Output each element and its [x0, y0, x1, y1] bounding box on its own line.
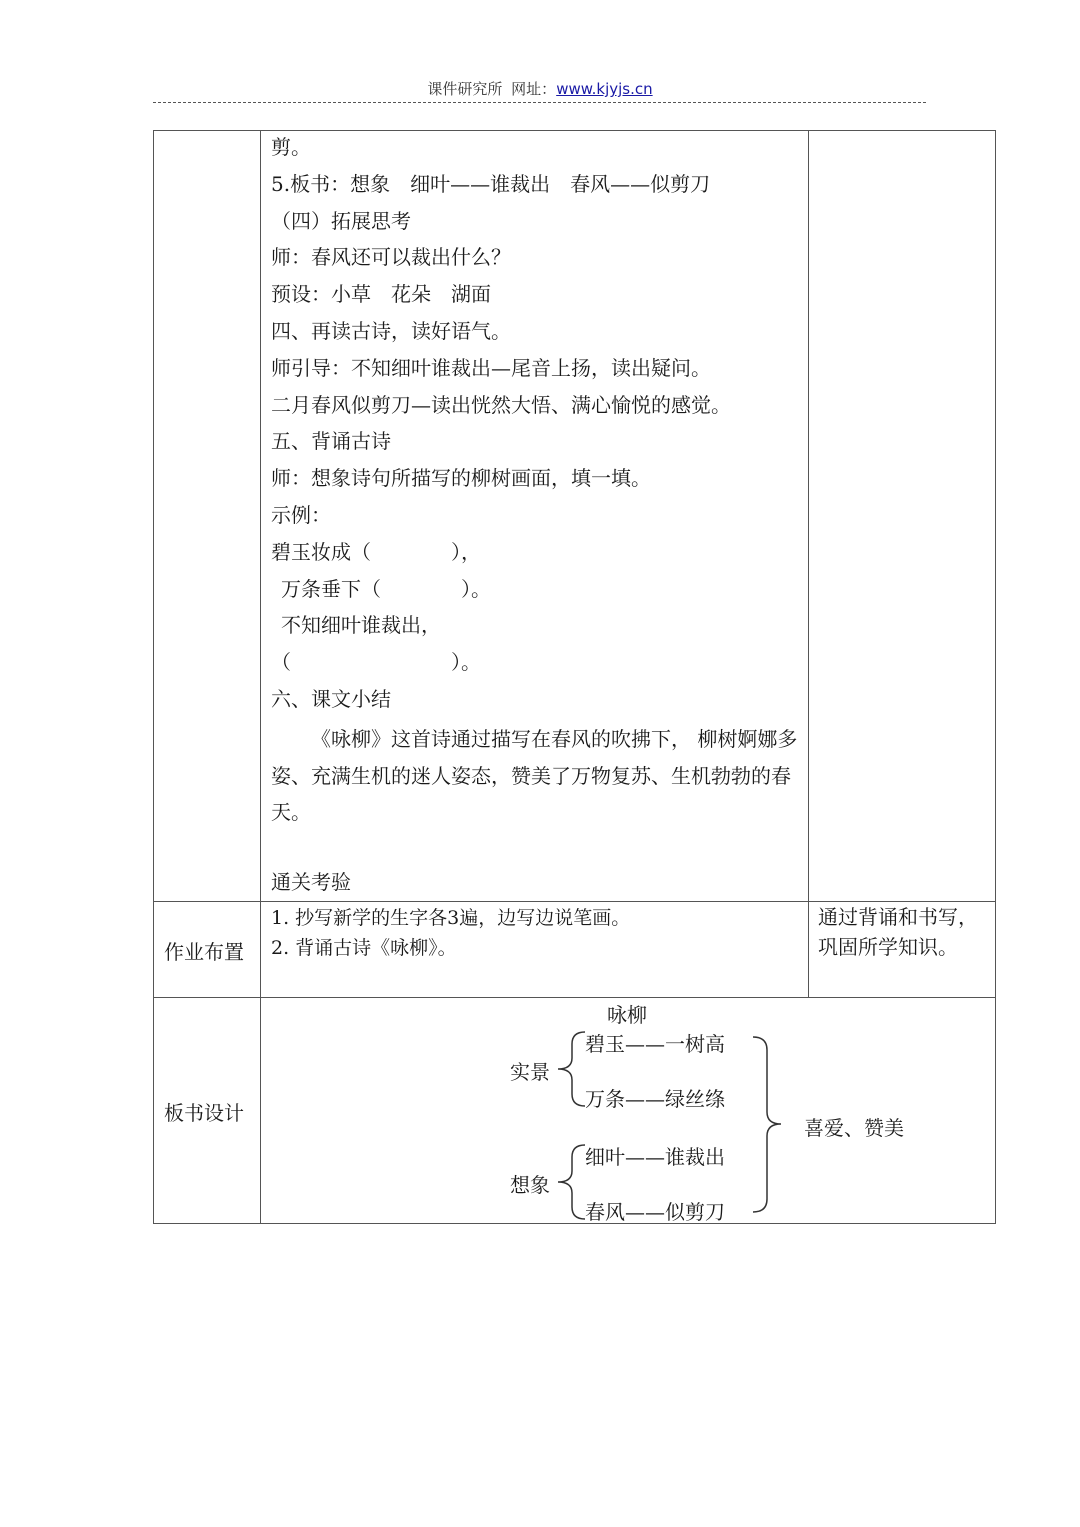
board-group-label: 实景	[510, 1060, 550, 1084]
left-brace-2	[558, 1145, 585, 1219]
procedure-line: 师：春风还可以裁出什么？	[271, 245, 511, 270]
homework-purpose: 通过背诵和书写，巩固所学知识。	[818, 905, 978, 959]
fill-blank-line: 不知细叶谁裁出，	[281, 613, 441, 638]
procedure-line: 5.板书：想象 细叶——谁裁出 春风——似剪刀	[271, 171, 711, 196]
fill-blank-line: 万条垂下（ ）。	[281, 576, 491, 601]
url-label: 网址：	[511, 80, 557, 98]
board-item: 碧玉——一树高	[585, 1032, 725, 1056]
procedure-line: 二月春风似剪刀—读出恍然大悟、满心愉悦的感觉。	[271, 392, 731, 417]
fill-blank-line: 碧玉妆成（ ），	[271, 539, 481, 564]
procedure-line: 剪。	[271, 135, 311, 159]
procedure-line: 五、背诵古诗	[271, 429, 391, 454]
right-brace	[753, 1037, 781, 1212]
board-item: 万条——绿丝绦	[585, 1087, 725, 1111]
homework-label: 作业布置	[164, 940, 244, 964]
board-conclusion: 喜爱、赞美	[804, 1116, 904, 1140]
procedure-line: 预设：小草 花朵 湖面	[271, 282, 491, 307]
board-design-label: 板书设计	[164, 1101, 244, 1125]
board-group-label: 想象	[510, 1173, 550, 1197]
procedure-line: 四、再读古诗，读好语气。	[271, 318, 511, 343]
lesson-summary: 《咏柳》这首诗通过描写在春风的吹拂下， 柳树婀娜多姿、充满生机的迷人姿态，赞美了万物复苏、生机勃勃的春天。	[271, 726, 798, 825]
fill-blank-line: （ ）。	[271, 650, 481, 675]
site-name: 课件研究所	[427, 80, 503, 98]
procedure-line: 六、课文小结	[271, 686, 391, 711]
board-item: 细叶——谁裁出	[585, 1145, 725, 1169]
homework-item: 2. 背诵古诗《咏柳》。	[271, 937, 457, 959]
board-title: 咏柳	[607, 1003, 647, 1027]
site-url-link[interactable]: www.kjyjs.cn	[556, 80, 653, 98]
procedure-line: 师：想象诗句所描写的柳树画面，填一填。	[271, 466, 651, 491]
procedure-line: 示例：	[271, 502, 331, 527]
procedure-line: （四）拓展思考	[271, 208, 411, 233]
left-brace-1	[558, 1032, 585, 1106]
board-item: 春风——似剪刀	[585, 1200, 725, 1224]
procedure-line: 师引导：不知细叶谁裁出—尾音上扬，读出疑问。	[271, 355, 711, 380]
final-line: 通关考验	[271, 870, 351, 894]
homework-item: 1. 抄写新学的生字各3遍，边写边说笔画。	[271, 907, 631, 929]
